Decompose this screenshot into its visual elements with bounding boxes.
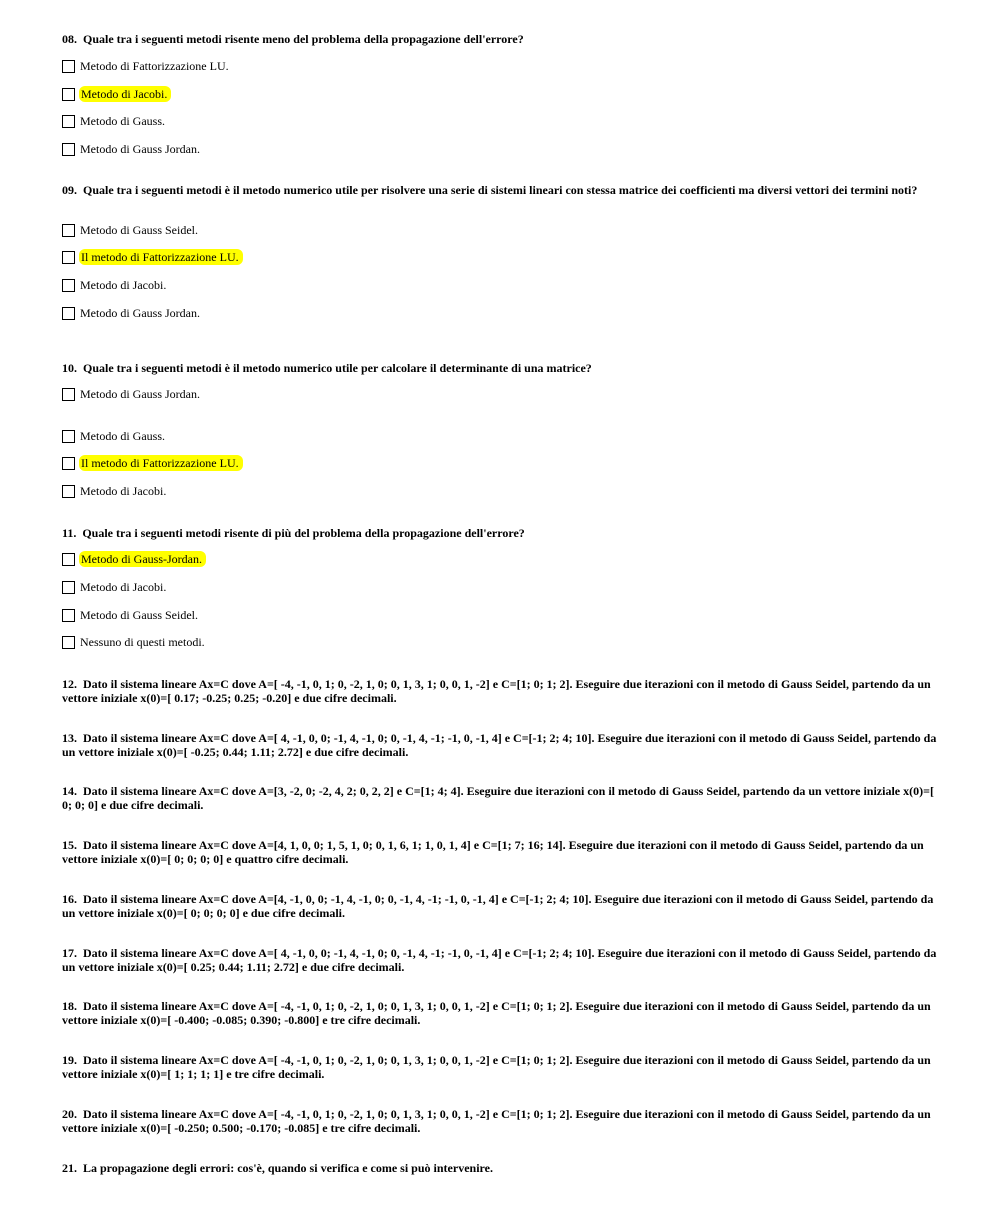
option-label-highlighted: Il metodo di Fattorizzazione LU. [79, 455, 243, 471]
question-text: Quale tra i seguenti metodi è il metodo numerico utile per calcolare il determinante di una matrice? [83, 361, 592, 375]
option-08-c[interactable] [62, 113, 168, 129]
option-label: Metodo di Fattorizzazione LU. [80, 59, 229, 73]
question-16 [62, 892, 942, 920]
question-text: Quale tra i seguenti metodi risente meno del problema della propagazione dell'errore? [83, 32, 524, 46]
option-10-a[interactable] [62, 386, 203, 402]
checkbox[interactable] [62, 388, 75, 401]
option-10-c[interactable] [62, 455, 243, 471]
question-11 [62, 526, 942, 540]
option-label: Metodo di Jacobi. [80, 278, 167, 292]
option-label-highlighted: Il metodo di Fattorizzazione LU. [79, 249, 243, 265]
question-08 [62, 32, 942, 46]
question-number: 17. [62, 946, 77, 960]
question-number: 19. [62, 1053, 77, 1067]
checkbox[interactable] [62, 457, 75, 470]
option-label: Nessuno di questi metodi. [80, 635, 205, 649]
checkbox[interactable] [62, 60, 75, 73]
option-label: Metodo di Gauss. [80, 114, 165, 128]
question-text: Dato il sistema lineare Ax=C dove A=[4, -1, 0, 0; -1, 4, -1, 0; 0, -1, 4, -1; -1, 0, -1, 4] e C=[-1; 2; 4; 10]. Eseguire due iterazioni con il metodo di Gauss Seidel, partendo da un vettore iniziale x(0)=[ 0; 0; 0; 0] e due cifre decimali. [62, 892, 934, 920]
question-text: Dato il sistema lineare Ax=C dove A=[ -4, -1, 0, 1; 0, -2, 1, 0; 0, 1, 3, 1; 0, 0, 1, -2] e C=[1; 0; 1; 2]. Eseguire due iterazioni con il metodo di Gauss Seidel, partendo da un vettore iniziale x(0)=[ 0.17; -0.25; 0.25; -0.20] e due cifre decimali. [62, 677, 931, 705]
option-label: Metodo di Gauss Jordan. [80, 306, 200, 320]
question-text: Dato il sistema lineare Ax=C dove A=[ -4, -1, 0, 1; 0, -2, 1, 0; 0, 1, 3, 1; 0, 0, 1, -2] e C=[1; 0; 1; 2]. Eseguire due iterazioni con il metodo di Gauss Seidel, partendo da un vettore iniziale x(0)=[ -0.400; -0.085; 0.390; -0.800] e tre cifre decimali. [62, 999, 931, 1027]
question-number: 16. [62, 892, 77, 906]
question-number: 12. [62, 677, 77, 691]
option-label: Metodo di Jacobi. [80, 580, 167, 594]
question-09 [62, 183, 942, 197]
question-number: 09. [62, 183, 77, 197]
checkbox[interactable] [62, 143, 75, 156]
option-09-d[interactable] [62, 305, 203, 321]
question-13 [62, 731, 942, 759]
question-number: 21. [62, 1161, 77, 1175]
option-08-d[interactable] [62, 141, 203, 157]
question-text: Quale tra i seguenti metodi risente di più del problema della propagazione dell'errore? [82, 526, 525, 540]
question-text: Dato il sistema lineare Ax=C dove A=[ -4, -1, 0, 1; 0, -2, 1, 0; 0, 1, 3, 1; 0, 0, 1, -2] e C=[1; 0; 1; 2]. Eseguire due iterazioni con il metodo di Gauss Seidel, partendo da un vettore iniziale x(0)=[ -0.250; 0.500; -0.170; -0.085] e tre cifre decimali. [62, 1107, 931, 1135]
question-number: 18. [62, 999, 77, 1013]
question-12 [62, 677, 942, 705]
option-label: Metodo di Gauss Seidel. [80, 608, 198, 622]
question-19 [62, 1053, 942, 1081]
option-10-d[interactable] [62, 483, 169, 499]
checkbox[interactable] [62, 279, 75, 292]
question-17 [62, 946, 942, 974]
option-09-b[interactable] [62, 249, 243, 265]
question-number: 11. [62, 526, 77, 540]
option-10-b[interactable] [62, 428, 168, 444]
checkbox[interactable] [62, 430, 75, 443]
question-number: 13. [62, 731, 77, 745]
option-08-b[interactable] [62, 86, 171, 102]
checkbox[interactable] [62, 609, 75, 622]
question-number: 15. [62, 838, 77, 852]
question-21 [62, 1161, 942, 1175]
option-09-c[interactable] [62, 277, 169, 293]
option-label: Metodo di Jacobi. [80, 484, 167, 498]
option-11-b[interactable] [62, 579, 169, 595]
checkbox[interactable] [62, 581, 75, 594]
question-number: 08. [62, 32, 77, 46]
option-label: Metodo di Gauss Jordan. [80, 142, 200, 156]
checkbox[interactable] [62, 224, 75, 237]
checkbox[interactable] [62, 115, 75, 128]
option-09-a[interactable] [62, 222, 201, 238]
question-number: 20. [62, 1107, 77, 1121]
option-label-highlighted: Metodo di Gauss-Jordan. [79, 551, 206, 567]
checkbox[interactable] [62, 636, 75, 649]
question-text: Dato il sistema lineare Ax=C dove A=[4, 1, 0, 0; 1, 5, 1, 0; 0, 1, 6, 1; 1, 0, 1, 4] e C=[1; 7; 16; 14]. Eseguire due iterazioni con il metodo di Gauss Seidel, partendo da un vettore iniziale x(0)=[ 0; 0; 0; 0] e quattro cifre decimali. [62, 838, 924, 866]
question-text: La propagazione degli errori: cos'è, quando si verifica e come si può intervenire. [83, 1161, 493, 1175]
checkbox[interactable] [62, 485, 75, 498]
question-18 [62, 999, 942, 1027]
question-number: 14. [62, 784, 77, 798]
option-label: Metodo di Gauss Jordan. [80, 387, 200, 401]
question-number: 10. [62, 361, 77, 375]
option-11-d[interactable] [62, 634, 208, 650]
question-text: Quale tra i seguenti metodi è il metodo numerico utile per risolvere una serie di sistemi lineari con stessa matrice dei coefficienti ma diversi vettori dei termini noti? [83, 183, 918, 197]
option-11-a[interactable] [62, 551, 206, 567]
checkbox[interactable] [62, 307, 75, 320]
option-label: Metodo di Gauss Seidel. [80, 223, 198, 237]
question-text: Dato il sistema lineare Ax=C dove A=[3, -2, 0; -2, 4, 2; 0, 2, 2] e C=[1; 4; 4]. Eseguire due iterazioni con il metodo di Gauss Seidel, partendo da un vettore iniziale x(0)=[ 0; 0; 0] e due cifre decimali. [62, 784, 934, 812]
checkbox[interactable] [62, 553, 75, 566]
question-text: Dato il sistema lineare Ax=C dove A=[ 4, -1, 0, 0; -1, 4, -1, 0; 0, -1, 4, -1; -1, 0, -1, 4] e C=[-1; 2; 4; 10]. Eseguire due iterazioni con il metodo di Gauss Seidel, partendo da un vettore iniziale x(0)=[ -0.25; 0.44; 1.11; 2.72] e due cifre decimali. [62, 731, 937, 759]
option-label: Metodo di Gauss. [80, 429, 165, 443]
checkbox[interactable] [62, 251, 75, 264]
question-20 [62, 1107, 942, 1135]
option-08-a[interactable] [62, 58, 232, 74]
question-10 [62, 361, 942, 375]
question-text: Dato il sistema lineare Ax=C dove A=[ 4, -1, 0, 0; -1, 4, -1, 0; 0, -1, 4, -1; -1, 0, -1, 4] e C=[-1; 2; 4; 10]. Eseguire due iterazioni con il metodo di Gauss Seidel, partendo da un vettore iniziale x(0)=[ 0.25; 0.44; 1.11; 2.72] e due cifre decimali. [62, 946, 937, 974]
option-11-c[interactable] [62, 607, 201, 623]
question-14 [62, 784, 942, 812]
checkbox[interactable] [62, 88, 75, 101]
question-text: Dato il sistema lineare Ax=C dove A=[ -4, -1, 0, 1; 0, -2, 1, 0; 0, 1, 3, 1; 0, 0, 1, -2] e C=[1; 0; 1; 2]. Eseguire due iterazioni con il metodo di Gauss Seidel, partendo da un vettore iniziale x(0)=[ 1; 1; 1; 1] e tre cifre decimali. [62, 1053, 931, 1081]
option-label-highlighted: Metodo di Jacobi. [79, 86, 171, 102]
question-15 [62, 838, 942, 866]
